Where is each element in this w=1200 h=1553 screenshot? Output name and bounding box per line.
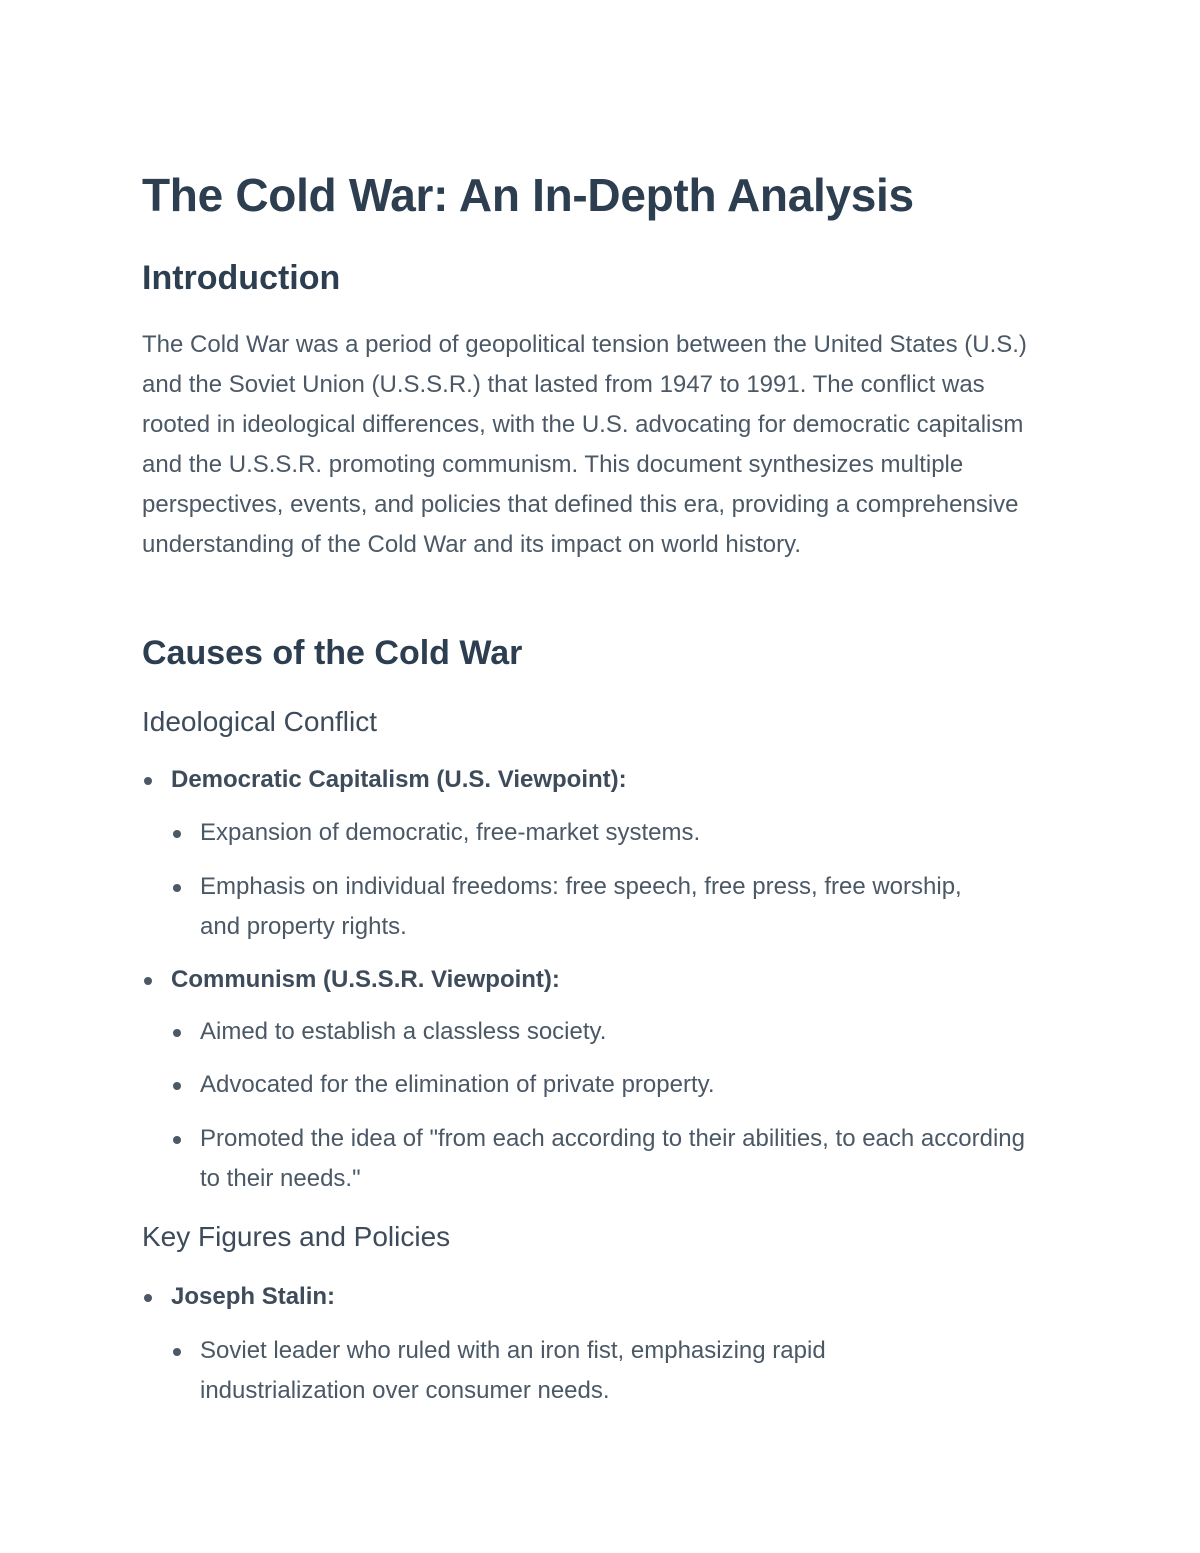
document-title: The Cold War: An In-Depth Analysis	[142, 169, 914, 221]
list-item: Soviet leader who ruled with an iron fist, emphasizing rapid industrialization over consumer needs.	[171, 1331, 940, 1411]
heading-key-figures: Key Figures and Policies	[142, 1221, 451, 1252]
bullet-icon	[173, 1348, 181, 1356]
bullet-icon	[144, 777, 152, 785]
bullet-icon	[173, 1082, 181, 1090]
list-item: Communism (U.S.S.R. Viewpoint):	[142, 960, 1051, 1000]
list-item: Democratic Capitalism (U.S. Viewpoint):	[142, 760, 1051, 800]
list-item: Emphasis on individual freedoms: free speech, free press, free worship, and property rights.	[171, 867, 980, 947]
bullet-icon	[173, 830, 181, 838]
list-item: Joseph Stalin:	[142, 1277, 1051, 1317]
list-item: Promoted the idea of "from each according to their abilities, to each according to their needs."	[171, 1119, 1050, 1199]
bullet-icon	[173, 1029, 181, 1037]
list-item: Expansion of democratic, free-market systems.	[171, 813, 1050, 853]
bullet-icon	[173, 1136, 181, 1144]
bullet-icon	[144, 1294, 152, 1302]
heading-ideological-conflict: Ideological Conflict	[142, 706, 378, 737]
list-item: Advocated for the elimination of private property.	[171, 1065, 1050, 1105]
bullet-icon	[144, 977, 152, 985]
heading-causes: Causes of the Cold War	[142, 634, 523, 672]
heading-introduction: Introduction	[142, 259, 341, 297]
introduction-paragraph: The Cold War was a period of geopolitical tension between the United States (U.S.) and the Soviet Union (U.S.S.R.) that lasted from 1947 to 1991. The conflict was rooted in ideological differences, with the U.S. advocating for democratic capitalism and the U.S.S.R. promoting communism. This document synthesizes multiple perspectives, events, and policies that defined this era, providing a comprehensive understanding of the Cold War and its impact on world history.	[142, 331, 1027, 558]
list-item: Aimed to establish a classless society.	[171, 1012, 1050, 1052]
bullet-icon	[173, 884, 181, 892]
